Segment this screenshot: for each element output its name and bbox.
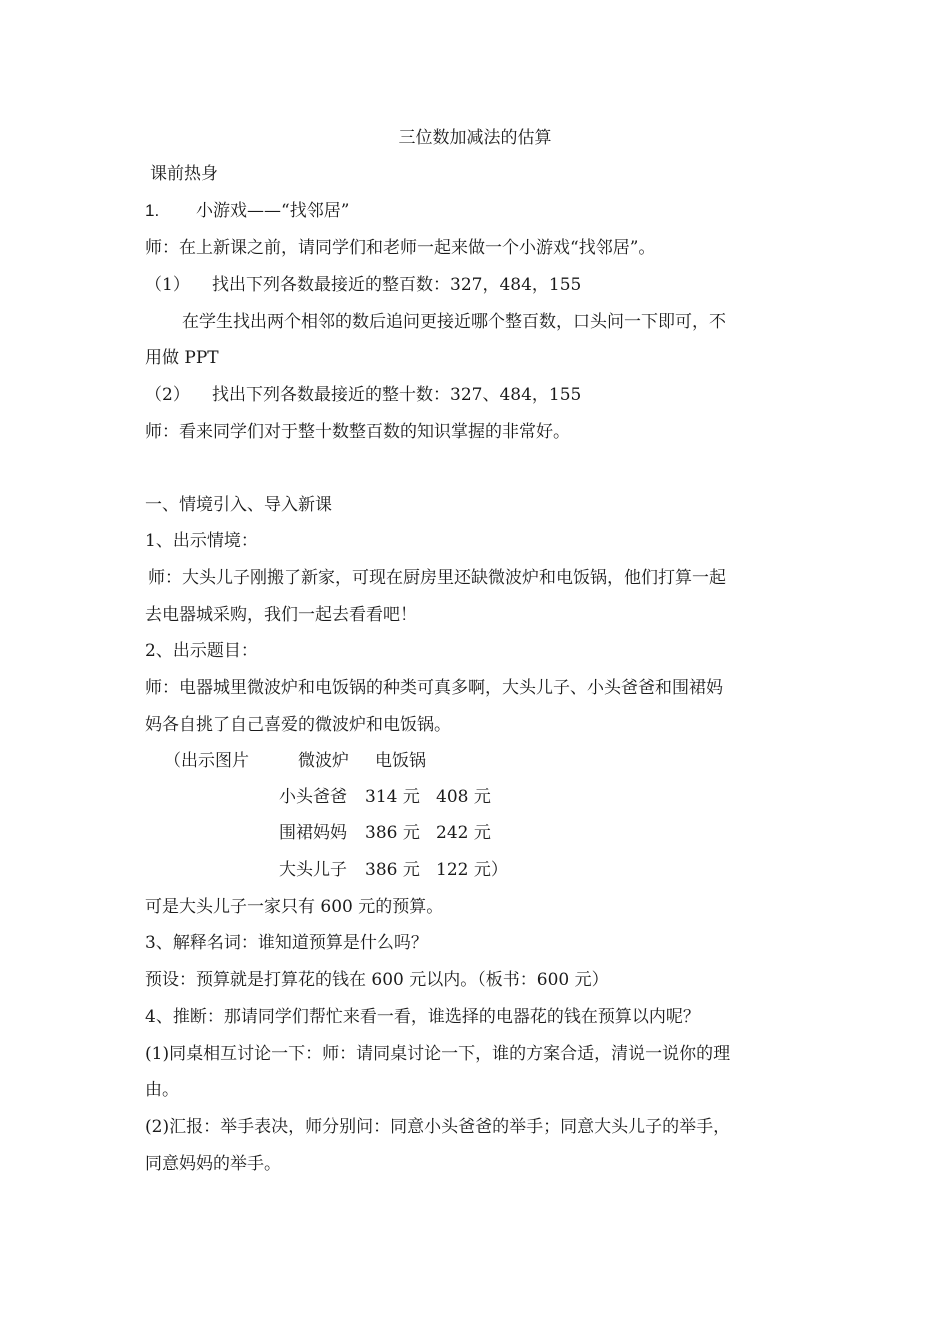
step-heading: 1、出示情境：: [145, 531, 258, 551]
step-heading: 2、出示题目：: [145, 641, 258, 661]
price-table-microwave-price: 386 元: [365, 823, 420, 843]
price-table-rice-cooker-price: 122 元）: [436, 860, 508, 880]
price-table-microwave-price: 386 元: [365, 860, 420, 880]
teacher-note: 在学生找出两个相邻的数后追问更接近哪个整百数，口头问一下即可，不: [182, 312, 726, 332]
game-heading: 小游戏——“找邻居”: [196, 201, 350, 221]
list-item-text: 找出下列各数最接近的整十数：327、484，155: [212, 385, 582, 405]
warmup-heading: 课前热身: [150, 164, 218, 184]
paragraph: 师：看来同学们对于整十数整百数的知识掌握的非常好。: [145, 422, 570, 442]
sub-item: (2)汇报：举手表决，师分别问：同意小头爸爸的举手；同意大头儿子的举手，: [145, 1117, 731, 1137]
paragraph: 师：在上新课之前，请同学们和老师一起来做一个小游戏“找邻居”。: [145, 238, 656, 258]
step-heading: 4、推断：那请同学们帮忙来看一看，谁选择的电器花的钱在预算以内呢？: [145, 1007, 700, 1027]
paragraph: 预设：预算就是打算花的钱在 600 元以内。（板书：600 元）: [145, 970, 609, 990]
game-heading-number: 1.: [145, 201, 160, 220]
price-table-header-microwave: 微波炉: [298, 751, 349, 771]
section-heading: 一、情境引入、导入新课: [145, 495, 332, 515]
document-title: 三位数加减法的估算: [398, 128, 552, 148]
paragraph-continued: 去电器城采购，我们一起去看看吧！: [145, 605, 417, 625]
price-table-rice-cooker-price: 242 元: [436, 823, 491, 843]
teacher-note-continued: 用做 PPT: [145, 348, 219, 368]
paragraph: 师：大头儿子刚搬了新家，可现在厨房里还缺微波炉和电饭锅，他们打算一起: [148, 568, 726, 588]
sub-item: (1)同桌相互讨论一下：师：请同桌讨论一下，谁的方案合适，清说一说你的理: [145, 1044, 731, 1064]
sub-item-continued: 同意妈妈的举手。: [145, 1154, 281, 1174]
price-table-prefix: （出示图片: [164, 751, 249, 771]
price-table-name: 小头爸爸: [279, 787, 347, 807]
price-table-name: 大头儿子: [279, 860, 347, 880]
price-table-rice-cooker-price: 408 元: [436, 787, 491, 807]
price-table-name: 围裙妈妈: [279, 823, 347, 843]
step-heading: 3、解释名词：谁知道预算是什么吗？: [145, 933, 428, 953]
paragraph: 可是大头儿子一家只有 600 元的预算。: [145, 897, 444, 917]
paragraph: 师：电器城里微波炉和电饭锅的种类可真多啊，大头儿子、小头爸爸和围裙妈: [145, 678, 723, 698]
list-item-text: 找出下列各数最接近的整百数：327，484，155: [212, 275, 582, 295]
list-item-number: （1）: [145, 275, 190, 295]
paragraph-continued: 妈各自挑了自己喜爱的微波炉和电饭锅。: [145, 715, 451, 735]
sub-item-continued: 由。: [145, 1080, 179, 1100]
price-table-microwave-price: 314 元: [365, 787, 420, 807]
list-item-number: （2）: [145, 385, 190, 405]
price-table-header-rice-cooker: 电饭锅: [375, 751, 426, 771]
